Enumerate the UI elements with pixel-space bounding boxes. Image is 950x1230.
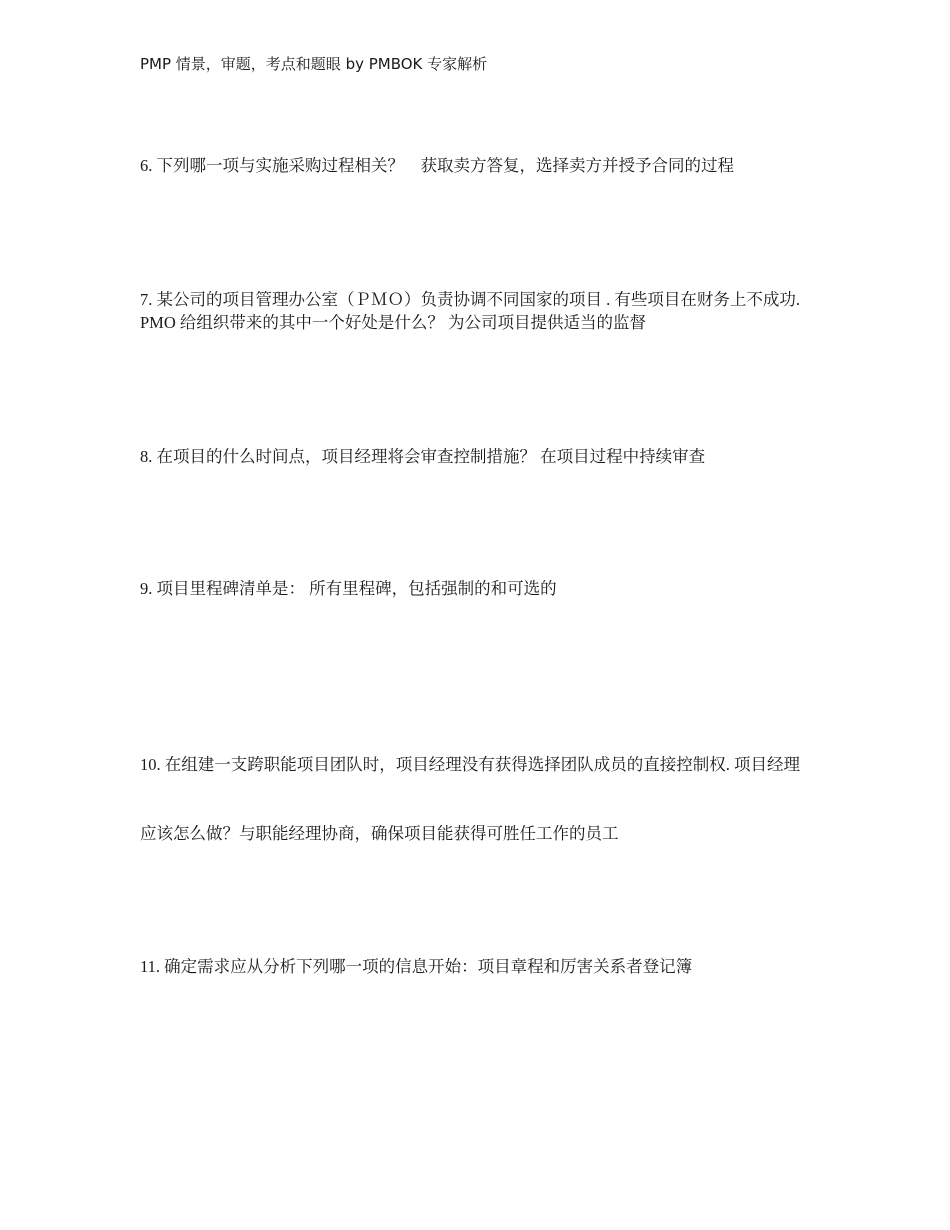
question-7: 7. 某公司的项目管理办公室（ＰＭＯ）负责协调不同国家的项目 . 有些项目在财务上不成功. PMO 给组织带来的其中一个好处是什么？ 为公司项目提供适当的监督 <box>140 290 800 332</box>
question-11: 11. 确定需求应从分析下列哪一项的信息开始：项目章程和厉害关系者登记簿 <box>140 957 693 976</box>
question-10-answer: 应该怎么做？与职能经理协商，确保项目能获得可胜任工作的员工 <box>140 824 619 843</box>
question-10: 10. 在组建一支跨职能项目团队时，项目经理没有获得选择团队成员的直接控制权. 项目经理 <box>140 755 800 774</box>
question-9: 9. 项目里程碑清单是： 所有里程碑，包括强制的和可选的 <box>140 579 557 598</box>
question-8: 8. 在项目的什么时间点，项目经理将会审查控制措施？ 在项目过程中持续审查 <box>140 447 706 466</box>
page-header: PMP 情景，审题，考点和题眼 by PMBOK 专家解析 <box>140 55 488 73</box>
question-6: 6. 下列哪一项与实施采购过程相关？ 获取卖方答复，选择卖方并授予合同的过程 <box>140 156 734 175</box>
